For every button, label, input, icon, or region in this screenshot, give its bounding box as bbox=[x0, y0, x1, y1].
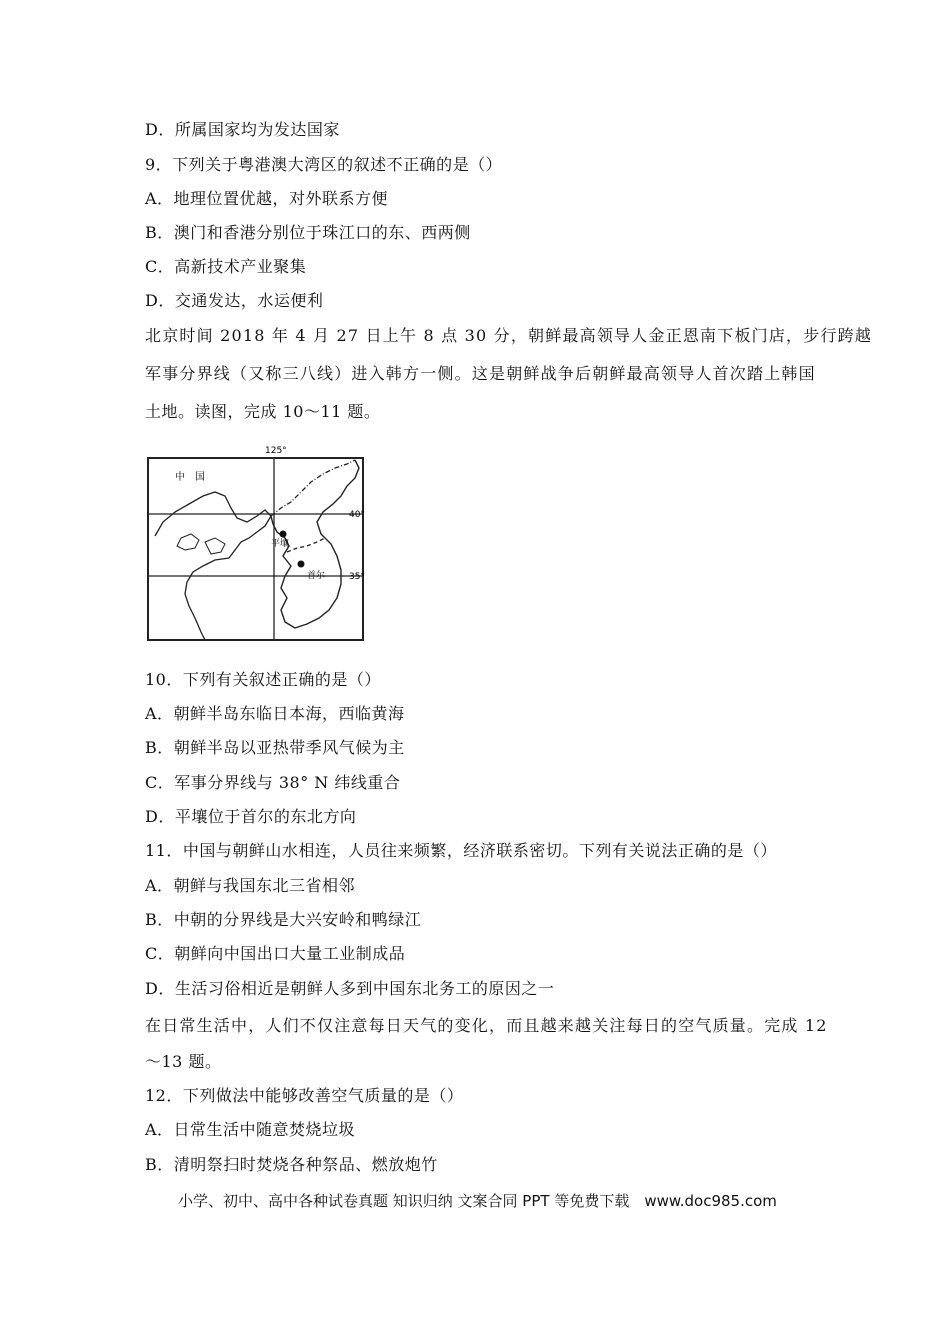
passage1-line2: 军事分界线（又称三八线）进入韩方一侧。这是朝鲜战争后朝鲜最高领导人首次踏上韩国 bbox=[145, 364, 816, 383]
passage1-line1: 北京时间 2018 年 4 月 27 日上午 8 点 30 分，朝鲜最高领导人金正恩南下板门店，步行跨越 bbox=[145, 326, 873, 345]
q9-option-a: A．地理位置优越，对外联系方便 bbox=[145, 189, 389, 208]
passage1-line3: 土地。读图，完成 10～11 题。 bbox=[145, 402, 381, 421]
q9-option-c: C．高新技术产业聚集 bbox=[145, 257, 307, 276]
q11-stem: 11．中国与朝鲜山水相连，人员往来频繁，经济联系密切。下列有关说法正确的是（） bbox=[145, 841, 777, 860]
q9-option-d: D．交通发达，水运便利 bbox=[145, 291, 324, 310]
passage2-line2: ～13 题。 bbox=[145, 1052, 222, 1071]
bohai-outline bbox=[177, 534, 199, 550]
pyongyang-dot bbox=[280, 531, 287, 538]
q11-option-b: B．中朝的分界线是大兴安岭和鸭绿江 bbox=[145, 910, 422, 929]
q11-option-c: C．朝鲜向中国出口大量工业制成品 bbox=[145, 944, 406, 963]
q11-option-a: A．朝鲜与我国东北三省相邻 bbox=[145, 876, 356, 895]
shandong-outline bbox=[205, 538, 225, 554]
military-demarcation-line bbox=[287, 538, 325, 552]
q10-option-a: A．朝鲜半岛东临日本海，西临黄海 bbox=[145, 704, 405, 723]
seoul-dot bbox=[298, 561, 305, 568]
korea-map bbox=[145, 442, 367, 642]
lat-40-label: 40° bbox=[349, 510, 365, 520]
seoul-label: 首尔 bbox=[307, 571, 326, 581]
q12-option-b: B．清明祭扫时焚烧各种祭品、燃放炮竹 bbox=[145, 1155, 438, 1174]
q11-option-d: D．生活习俗相近是朝鲜人多到中国东北务工的原因之一 bbox=[145, 979, 555, 998]
q10-option-b: B．朝鲜半岛以亚热带季风气候为主 bbox=[145, 738, 405, 757]
q10-option-c: C．军事分界线与 38° N 纬线重合 bbox=[145, 773, 401, 792]
q12-option-a: A．日常生活中随意焚烧垃圾 bbox=[145, 1120, 356, 1139]
map-frame bbox=[148, 458, 363, 640]
lon-125-label: 125° bbox=[265, 446, 287, 456]
china-label: 中 国 bbox=[175, 472, 205, 483]
q10-option-d: D．平壤位于首尔的东北方向 bbox=[145, 807, 357, 826]
q9-option-b: B．澳门和香港分别位于珠江口的东、西两侧 bbox=[145, 223, 471, 242]
q9-stem: 9．下列关于粤港澳大湾区的叙述不正确的是（） bbox=[145, 155, 503, 174]
q10-stem: 10．下列有关叙述正确的是（） bbox=[145, 670, 381, 689]
lat-35-label: 35° bbox=[349, 572, 365, 582]
q8-option-d: D．所属国家均为发达国家 bbox=[145, 120, 340, 139]
q12-stem: 12．下列做法中能够改善空气质量的是（） bbox=[145, 1086, 464, 1105]
china-korea-border bbox=[271, 460, 355, 516]
page-footer: 小学、初中、高中各种试卷真题 知识归纳 文案合同 PPT 等免费下载 www.doc985.com bbox=[178, 1192, 777, 1210]
pyongyang-label: 平壤 bbox=[271, 539, 290, 549]
passage2-line1: 在日常生活中，人们不仅注意每日天气的变化，而且越来越关注每日的空气质量。完成 12 bbox=[145, 1016, 828, 1035]
